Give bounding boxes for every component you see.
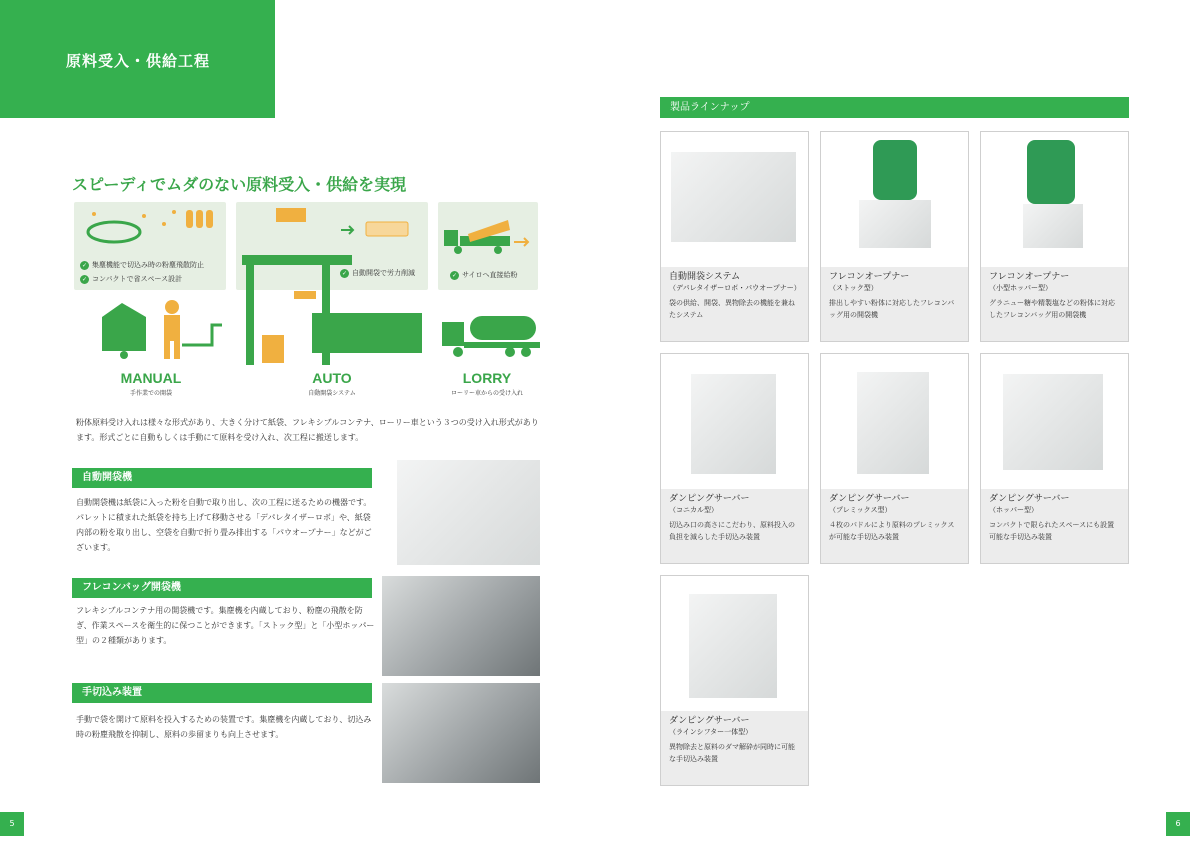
section-flexible-container-body: フレキシブルコンテナ用の開袋機です。集塵機を内蔵しており、粉塵の飛散を防ぎ、作業スペースを衛生的に保つことができます。「ストック型」と「小型ホッパー型」の２種類があります。 bbox=[76, 606, 375, 645]
hand-feed-photo bbox=[382, 683, 540, 783]
check-icon: ✓ bbox=[341, 269, 348, 277]
product-card: フレコンオープナー （小型ホッパー型） グラニュー糖や精製塩などの粉体に対応したフレコンバッグ用の開袋機 bbox=[980, 131, 1129, 342]
mode-auto-label: AUTO bbox=[312, 370, 352, 386]
product-photo bbox=[661, 576, 808, 711]
product-photo bbox=[981, 132, 1128, 267]
mode-lorry-label: LORRY bbox=[462, 370, 512, 386]
product-photo bbox=[661, 354, 808, 489]
product-card: ダンピングサーバー （ラインシフター一体型） 異物除去と原料のダマ解砕が同時に可能な手切込み装置 bbox=[660, 575, 809, 786]
product-photo bbox=[661, 132, 808, 267]
section-hand-feed-body: 手動で袋を開けて原料を投入するための装置です。集塵機を内蔵しており、切込み時の粉塵飛散を抑制し、原料の歩留まりも向上させます。 bbox=[76, 715, 372, 739]
manual-machine-icon bbox=[92, 295, 232, 365]
product-photo bbox=[981, 354, 1128, 489]
page-number-left: 5 bbox=[0, 812, 24, 836]
lorry-truck-icon bbox=[440, 312, 550, 362]
page-title: 原料受入・供給工程 bbox=[66, 52, 211, 70]
lineup-title: 製品ラインナップ bbox=[660, 97, 1129, 118]
product-card: フレコンオープナー （ストック型） 排出しやすい粉体に対応したフレコンバッグ用の開袋機 bbox=[820, 131, 969, 342]
dust-collector-icon bbox=[74, 204, 224, 254]
manual-bubble bbox=[74, 202, 226, 290]
mode-auto-sub: 自動開袋システム bbox=[308, 390, 356, 397]
lorry-bubble bbox=[438, 202, 538, 290]
bag-open-icon bbox=[236, 204, 426, 254]
product-card: ダンピングサーバー （ホッパー型） コンパクトで限られたスペースにも設置可能な手切込み装置 bbox=[980, 353, 1129, 564]
manual-feature-1: ✓ 集塵機能で切込み時の粉塵飛散防止 bbox=[81, 261, 204, 269]
check-icon: ✓ bbox=[81, 275, 88, 283]
intro-text: 粉体原料受け入れは様々な形式があり、大きく分けて紙袋、フレキシブルコンテナ、ローリー車という３つの受け入れ形式があります。形式ごとに自動もしくは手動にて原料を受け入れ、次工程に搬送します。 bbox=[76, 418, 539, 442]
mode-manual-sub: 手作業での開袋 bbox=[129, 390, 172, 397]
product-card: 自動開袋システム （デパレタイザーロボ・パウオープナー） 袋の供給、開袋、異物除去の機能を兼ねたシステム bbox=[660, 131, 809, 342]
section-auto-bag-opener-body: 自動開袋機は紙袋に入った粉を自動で取り出し、次の工程に送るための機器です。パレットに積まれた紙袋を持ち上げて移動させる「デパレタイザーロボ」や、紙袋内部の粉を取り出し、空袋を自動で折り畳み排出する「パウオープナー」などがございます。 bbox=[76, 498, 372, 552]
flexible-container-photo bbox=[382, 576, 540, 676]
headline: スピーディでムダのない原料受入・供給を実現 bbox=[72, 175, 407, 194]
receiving-illustration bbox=[72, 200, 542, 400]
product-photo bbox=[821, 132, 968, 267]
page-number-right: 6 bbox=[1166, 812, 1190, 836]
auto-machine-icon bbox=[232, 255, 432, 365]
check-icon: ✓ bbox=[451, 271, 458, 279]
product-card: ダンピングサーバー （プレミックス型） ４枚のパドルにより原料のプレミックスが可能な手切込み装置 bbox=[820, 353, 969, 564]
auto-bag-opener-photo bbox=[397, 460, 540, 565]
section-flexible-container-title: フレコンバッグ開袋機 bbox=[72, 578, 372, 598]
mode-lorry-sub: ローリー車からの受け入れ bbox=[450, 390, 523, 397]
manual-feature-2: ✓ コンパクトで省スペース設計 bbox=[81, 275, 183, 283]
check-icon: ✓ bbox=[81, 261, 88, 269]
lorry-feature-1: ✓ サイロへ直接給粉 bbox=[451, 271, 518, 279]
product-card: ダンピングサーバー （コニカル型） 切込み口の高さにこだわり、原料投入の負担を減らした手切込み装置 bbox=[660, 353, 809, 564]
lorry-icon bbox=[438, 206, 538, 261]
product-photo bbox=[821, 354, 968, 489]
section-hand-feed-title: 手切込み装置 bbox=[72, 683, 372, 703]
auto-feature-1: ✓ 自動開袋で労力削減 bbox=[341, 269, 415, 277]
section-auto-bag-opener-title: 自動開袋機 bbox=[72, 468, 372, 488]
mode-manual-label: MANUAL bbox=[120, 370, 182, 386]
